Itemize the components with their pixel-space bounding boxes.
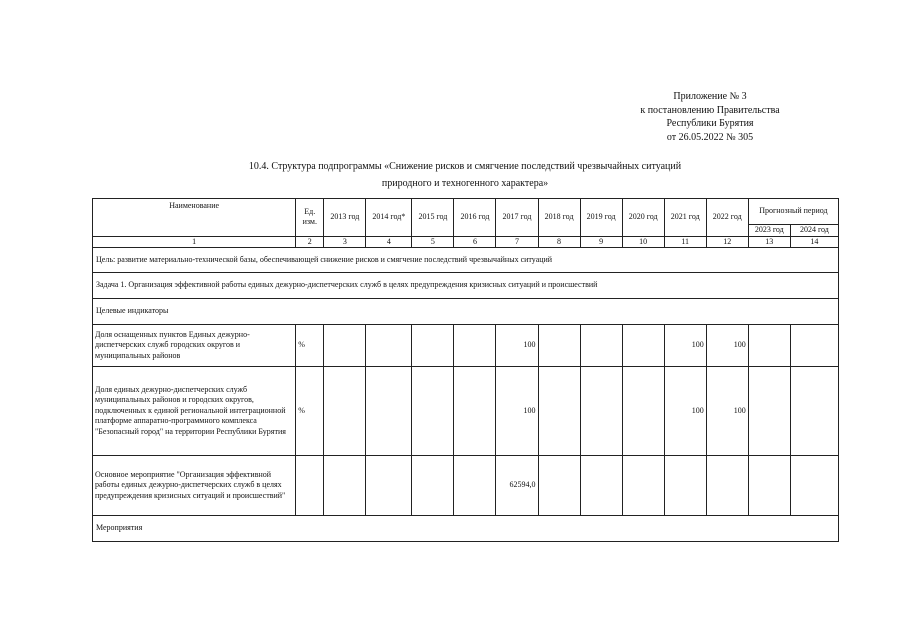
header-year: 2019 год — [580, 199, 622, 237]
row-value — [622, 456, 664, 516]
appendix-title: Приложение № 3 — [673, 91, 747, 102]
column-number: 2 — [296, 236, 324, 248]
row-value — [538, 456, 580, 516]
header-year: 2013 год — [324, 199, 366, 237]
column-number-row — [93, 236, 839, 248]
header-row — [93, 199, 839, 225]
row-value — [324, 456, 366, 516]
row-value — [622, 325, 664, 367]
row-value — [454, 367, 496, 456]
appendix-header — [600, 90, 820, 144]
column-number: 11 — [664, 236, 706, 248]
column-number: 6 — [454, 236, 496, 248]
row-value: 100 — [664, 367, 706, 456]
header-forecast-year: 2023 год — [748, 225, 790, 237]
row-value — [366, 456, 412, 516]
column-number: 12 — [706, 236, 748, 248]
row-value — [748, 456, 790, 516]
appendix-line-2: к постановлению Правительства — [640, 104, 780, 116]
row-value: 100 — [664, 325, 706, 367]
header-year: 2014 год* — [366, 199, 412, 237]
indicators-heading-row — [93, 299, 839, 325]
column-number: 5 — [412, 236, 454, 248]
row-name: Доля оснащенных пунктов Единых дежурно-диспетчерских служб городских округов и муниципальных районов — [93, 325, 296, 367]
row-value — [366, 367, 412, 456]
row-value — [580, 456, 622, 516]
row-value — [580, 367, 622, 456]
column-number: 8 — [538, 236, 580, 248]
goal-text: Цель: развитие материально-технической базы, обеспечивающей снижение рисков и смягчение последствий чрезвычайных ситуаций — [93, 248, 839, 273]
column-number: 14 — [790, 236, 838, 248]
task-text: Задача 1. Организация эффективной работы единых дежурно-диспетчерских служб в целях предупреждения кризисных ситуаций и происшествий — [93, 273, 839, 299]
row-value — [412, 456, 454, 516]
column-number: 3 — [324, 236, 366, 248]
row-unit — [296, 456, 324, 516]
row-value: 100 — [496, 367, 538, 456]
header-year: 2017 год — [496, 199, 538, 237]
column-number: 10 — [622, 236, 664, 248]
table-row — [93, 456, 839, 516]
row-value — [412, 367, 454, 456]
document-title-line-2: природного и техногенного характера» — [381, 178, 549, 189]
header-year: 2021 год — [664, 199, 706, 237]
appendix-date-number: от 26.05.2022 № 305 — [666, 131, 754, 143]
row-value — [454, 325, 496, 367]
header-year: 2022 год — [706, 199, 748, 237]
row-value — [538, 325, 580, 367]
row-value — [790, 367, 838, 456]
row-name: Основное мероприятие "Организация эффективной работы единых дежурно-диспетчерских служб в целях предупреждения кризисных ситуаций и происшествий" — [93, 456, 296, 516]
events-heading: Мероприятия — [93, 516, 839, 542]
row-value — [412, 325, 454, 367]
row-value — [538, 367, 580, 456]
subprogram-structure-table — [92, 198, 839, 542]
row-value — [748, 367, 790, 456]
header-year: 2015 год — [412, 199, 454, 237]
row-value — [324, 367, 366, 456]
column-number: 9 — [580, 236, 622, 248]
header-forecast-period: Прогнозный период — [748, 199, 838, 225]
header-year: 2020 год — [622, 199, 664, 237]
row-value — [748, 325, 790, 367]
header-forecast-year: 2024 год — [790, 225, 838, 237]
row-value: 62594,0 — [496, 456, 538, 516]
row-value — [580, 325, 622, 367]
row-value — [664, 456, 706, 516]
header-year: 2016 год — [454, 199, 496, 237]
task-row — [93, 273, 839, 299]
row-value — [790, 325, 838, 367]
row-unit: % — [296, 325, 324, 367]
row-unit: % — [296, 367, 324, 456]
row-value — [454, 456, 496, 516]
appendix-line-3: Республики Бурятия — [666, 118, 754, 129]
goal-row — [93, 248, 839, 273]
column-number: 1 — [93, 236, 296, 248]
row-value: 100 — [706, 325, 748, 367]
events-heading-row — [93, 516, 839, 542]
row-value — [366, 325, 412, 367]
header-year: 2018 год — [538, 199, 580, 237]
row-value — [706, 456, 748, 516]
table-row — [93, 367, 839, 456]
row-value: 100 — [706, 367, 748, 456]
row-value — [324, 325, 366, 367]
column-number: 7 — [496, 236, 538, 248]
header-name: Наименование — [93, 199, 296, 237]
indicators-heading: Целевые индикаторы — [93, 299, 839, 325]
document-title-line-1: 10.4. Структура подпрограммы «Снижение рисков и смягчение последствий чрезвычайных ситуаций — [248, 161, 682, 172]
header-unit: Ед. изм. — [296, 199, 324, 237]
row-name: Доля единых дежурно-диспетчерских служб муниципальных районов и городских округов, подключенных к единой региональной интеграционной платформе аппаратно-программного комплекса "Безопасный город" на территории Республики Бурятия — [93, 367, 296, 456]
column-number: 13 — [748, 236, 790, 248]
row-value — [790, 456, 838, 516]
document-title — [150, 158, 780, 192]
column-number: 4 — [366, 236, 412, 248]
row-value — [622, 367, 664, 456]
row-value: 100 — [496, 325, 538, 367]
table-row — [93, 325, 839, 367]
